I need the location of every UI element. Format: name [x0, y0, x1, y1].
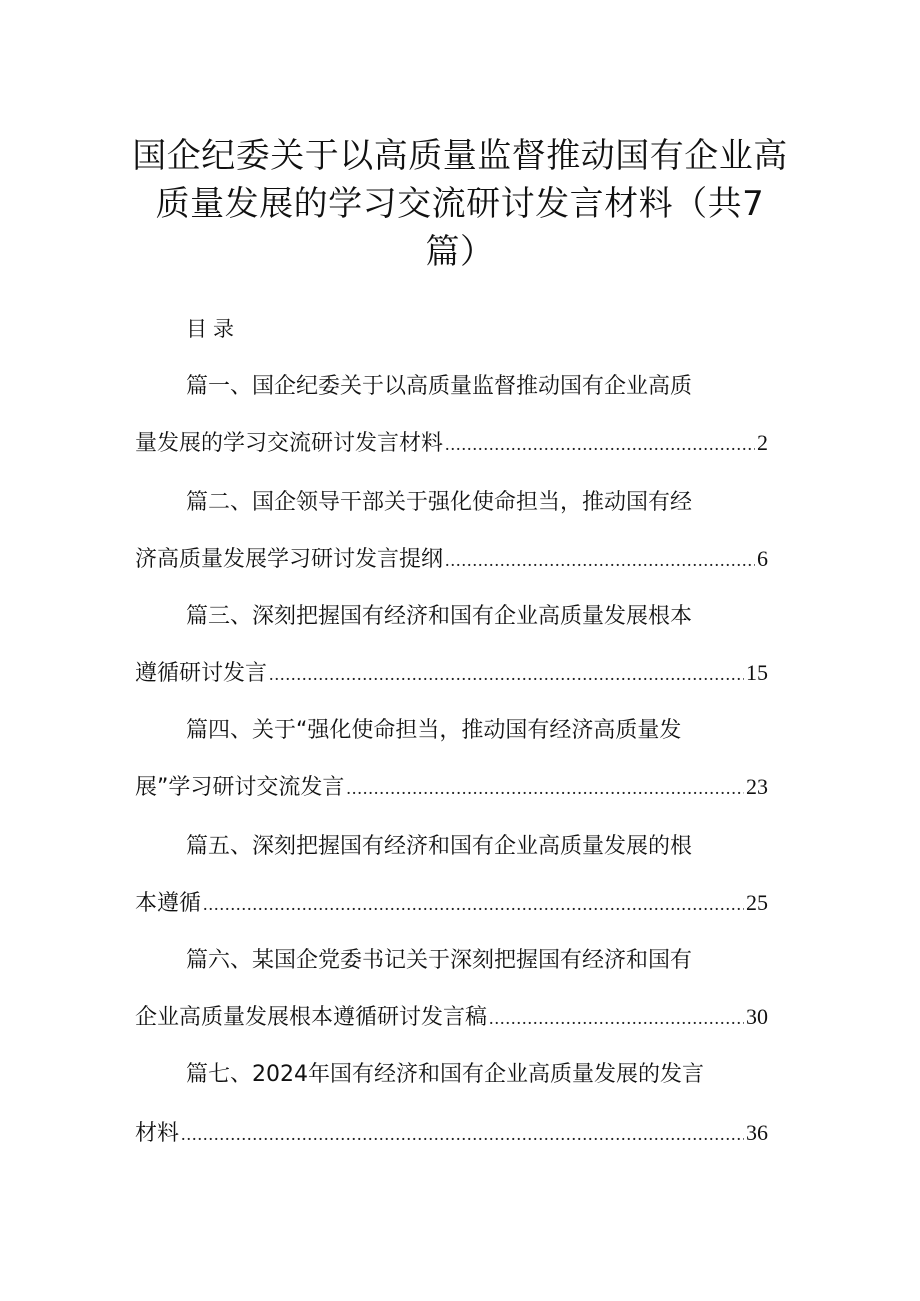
toc-page-number: 36 — [746, 1120, 768, 1145]
toc-leader-dots — [489, 1003, 744, 1033]
document-title: 国企纪委关于以高质量监督推动国有企业高质量发展的学习交流研讨发言材料（共7篇） — [132, 136, 788, 272]
toc-leader-dots — [181, 1119, 744, 1149]
toc-page-number: 23 — [746, 774, 768, 799]
toc-page-number: 15 — [746, 660, 768, 685]
toc-leader-dots — [269, 659, 744, 689]
toc-entry-title: 篇四、关于“强化使命担当，推动国有经济高质量发 — [186, 718, 682, 743]
toc-entry-title-continued: 材料 — [135, 1121, 180, 1146]
toc-page-number: 6 — [757, 546, 768, 571]
toc-entry-continuation-row — [135, 1002, 768, 1033]
toc-leader-dots — [203, 889, 744, 919]
toc-entry-title: 篇二、国企领导干部关于强化使命担当，推动国有经 — [186, 490, 693, 515]
toc-entry-title-continued: 遵循研讨发言 — [135, 661, 268, 686]
toc-entry-title: 篇一、国企纪委关于以高质量监督推动国有企业高质 — [186, 374, 693, 399]
toc-entry-title-continued: 展”学习研讨交流发言 — [135, 775, 345, 800]
toc-entry-continuation-row — [135, 658, 768, 689]
toc-entry-continuation-row — [135, 1118, 768, 1149]
toc-entry-title: 篇七、2024年国有经济和国有企业高质量发展的发言 — [186, 1062, 704, 1087]
toc-entry-title: 篇五、深刻把握国有经济和国有企业高质量发展的根 — [186, 834, 693, 859]
toc-page-number: 2 — [757, 430, 768, 455]
toc-page-number: 30 — [746, 1004, 768, 1029]
toc-heading: 目录 — [186, 317, 240, 341]
toc-entry-title: 篇三、深刻把握国有经济和国有企业高质量发展根本 — [186, 604, 693, 629]
toc-entry-title-continued: 企业高质量发展根本遵循研讨发言稿 — [135, 1005, 488, 1030]
toc-entry-title-continued: 量发展的学习交流研讨发言材料 — [135, 431, 444, 456]
toc-leader-dots — [445, 429, 755, 459]
toc-entry-continuation-row — [135, 888, 768, 919]
toc-leader-dots — [346, 773, 744, 803]
toc-entry-title: 篇六、某国企党委书记关于深刻把握国有经济和国有 — [186, 948, 693, 973]
toc-entry-continuation-row — [135, 428, 768, 459]
toc-entry-title-continued: 济高质量发展学习研讨发言提纲 — [135, 547, 444, 572]
toc-entry-title-continued: 本遵循 — [135, 891, 202, 916]
toc-page-number: 25 — [746, 890, 768, 915]
toc-entry-continuation-row — [135, 772, 768, 803]
toc-entry-continuation-row — [135, 544, 768, 575]
toc-leader-dots — [445, 545, 755, 575]
